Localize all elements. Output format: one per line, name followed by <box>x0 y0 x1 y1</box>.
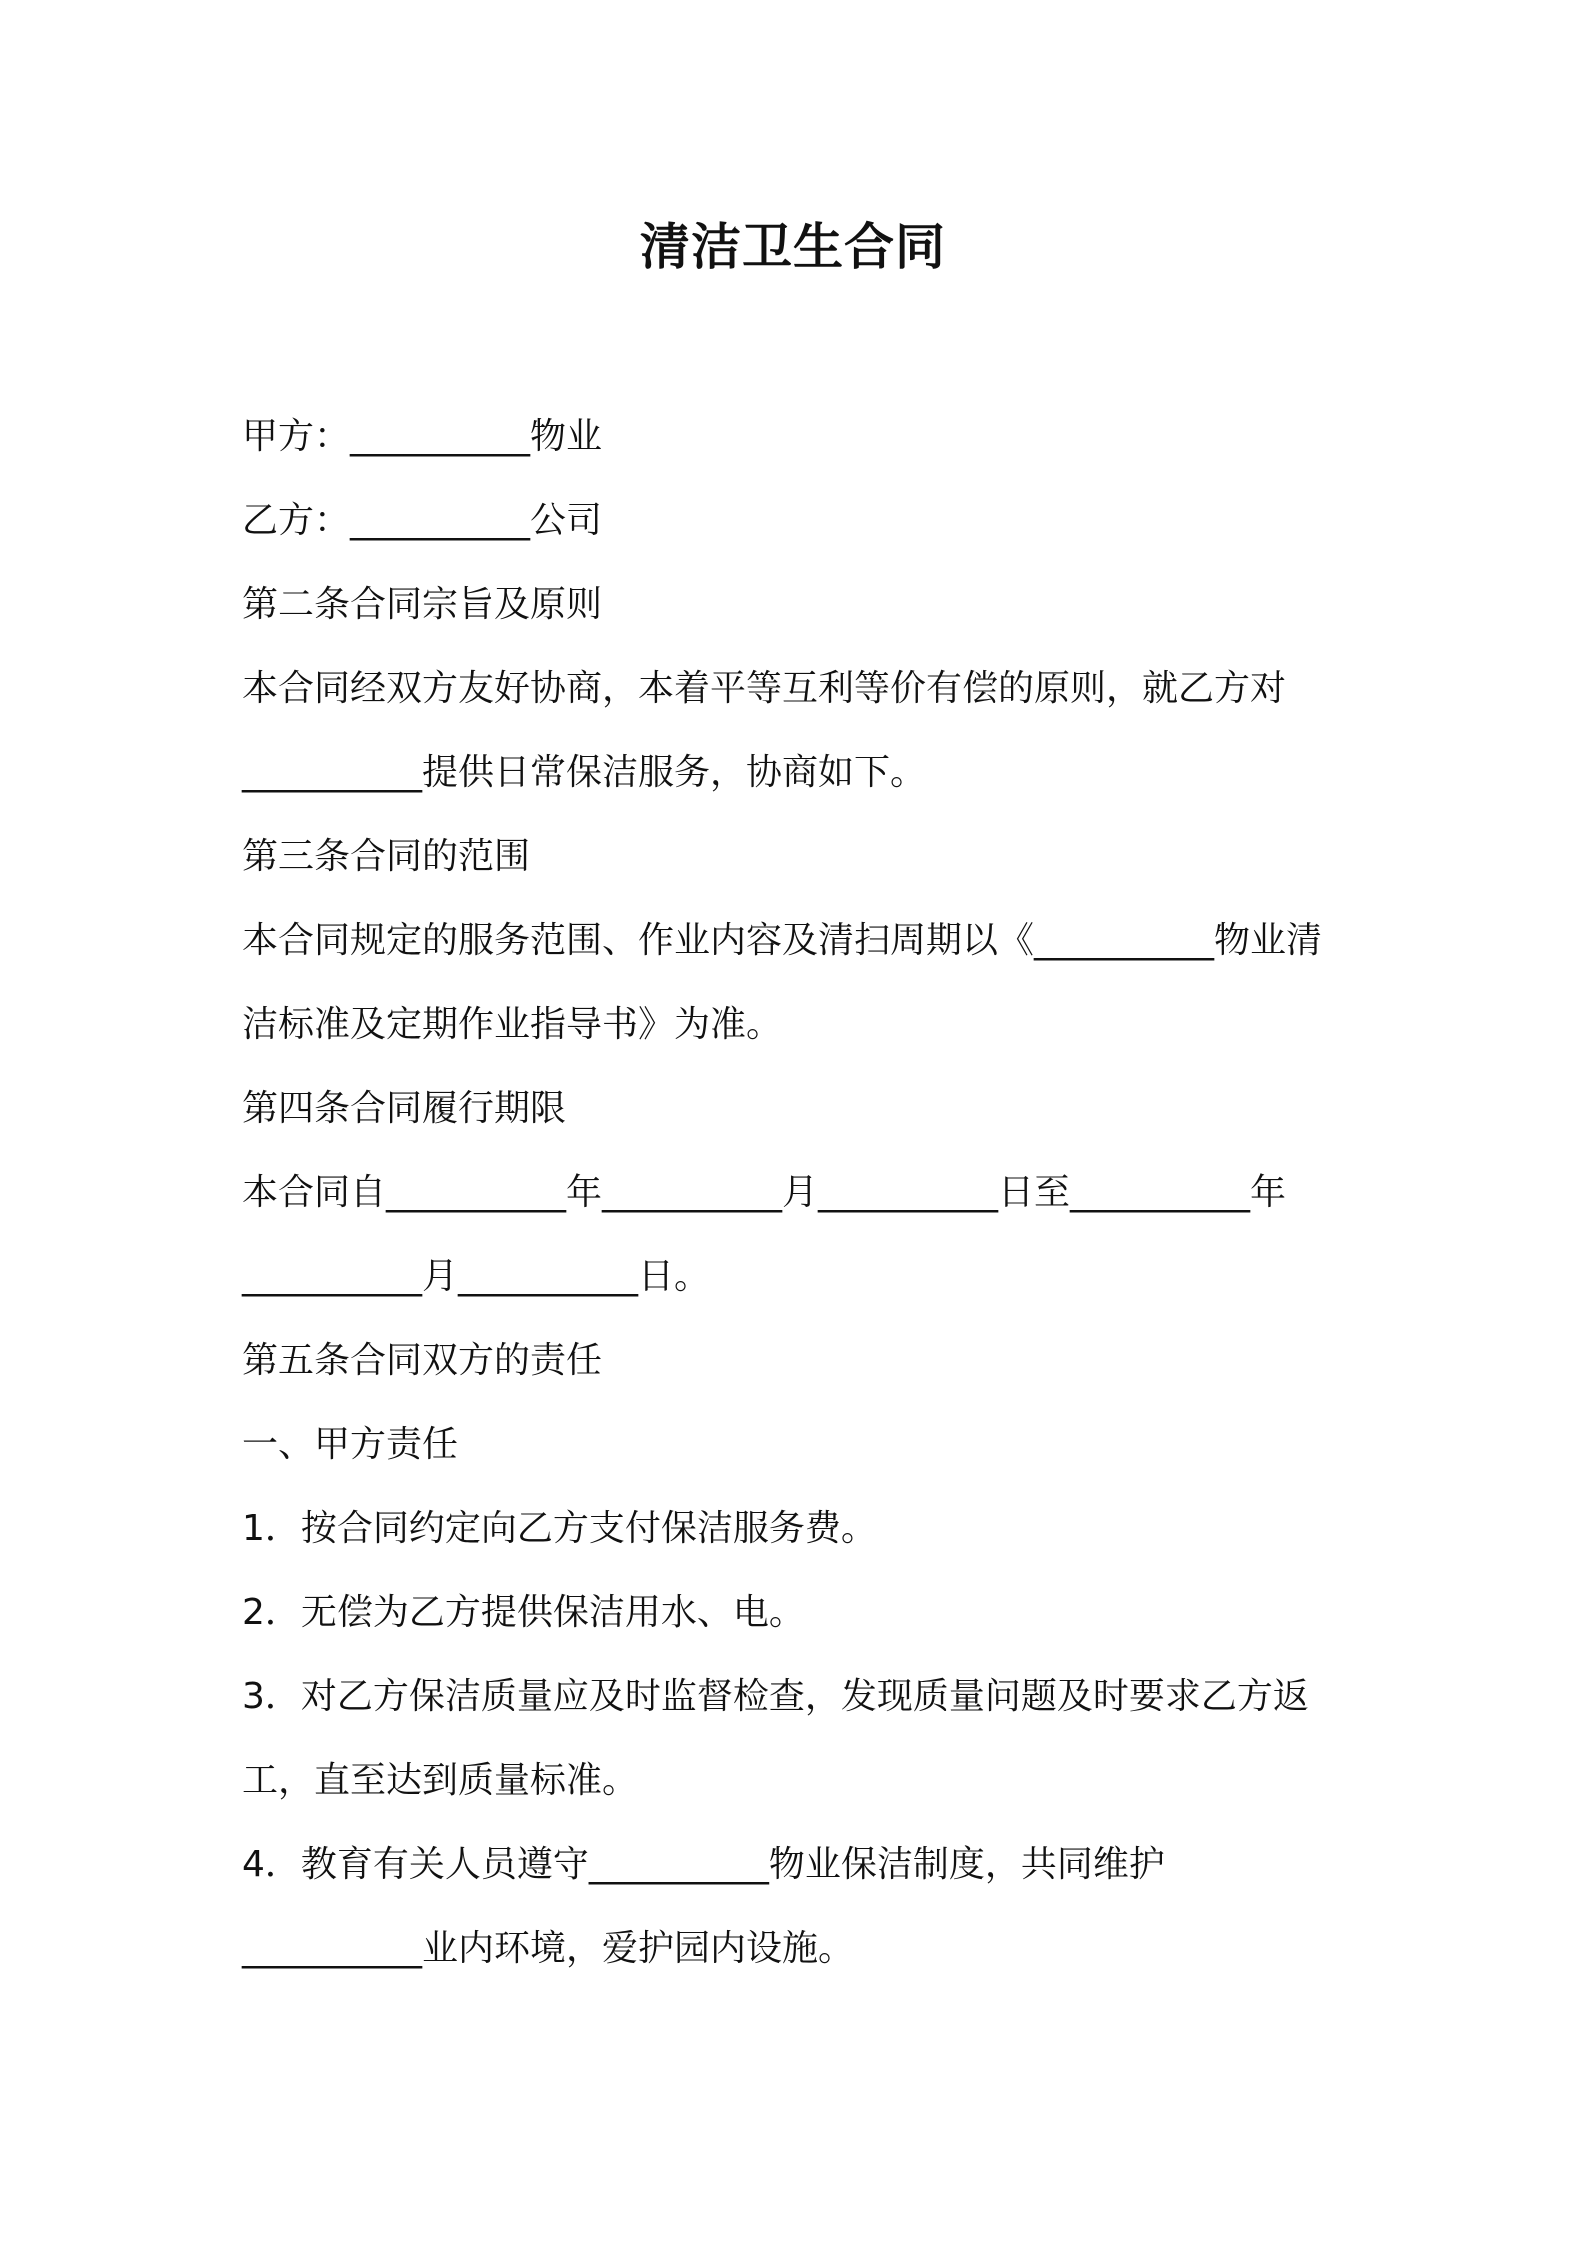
article-3-text-line-1: 本合同规定的服务范围、作业内容及清扫周期以《__________物业清 <box>242 920 1323 961</box>
article-2-heading: 第二条合同宗旨及原则 <box>242 584 603 625</box>
duty-item-2: 2．无偿为乙方提供保洁用水、电。 <box>242 1592 805 1633</box>
article-2-text-line-1: 本合同经双方友好协商，本着平等互利等价有偿的原则，就乙方对 <box>242 668 1287 709</box>
article-4-text-line-1: 本合同自__________年__________月__________日至__________年 <box>242 1172 1287 1213</box>
duty-item-1: 1．按合同约定向乙方支付保洁服务费。 <box>242 1508 877 1549</box>
document-title: 清洁卫生合同 <box>640 218 946 276</box>
duty-item-4-line-1: 4．教育有关人员遵守__________物业保洁制度，共同维护 <box>242 1844 1165 1885</box>
party-b-line: 乙方：__________公司 <box>242 500 603 541</box>
duty-item-3-line-2: 工，直至达到质量标准。 <box>242 1760 639 1801</box>
article-4-heading: 第四条合同履行期限 <box>242 1088 567 1129</box>
article-3-text-line-2: 洁标准及定期作业指导书》为准。 <box>242 1004 783 1045</box>
party-a-line: 甲方：__________物业 <box>242 416 603 457</box>
article-2-text-line-2: __________提供日常保洁服务，协商如下。 <box>242 752 927 793</box>
duty-item-4-line-2: __________业内环境，爱护园内设施。 <box>242 1928 855 1969</box>
duty-item-3-line-1: 3．对乙方保洁质量应及时监督检查，发现质量问题及时要求乙方返 <box>242 1676 1309 1717</box>
article-4-text-line-2: __________月__________日。 <box>242 1256 711 1297</box>
article-3-heading: 第三条合同的范围 <box>242 836 531 877</box>
party-a-duties-heading: 一、甲方责任 <box>242 1424 459 1465</box>
article-5-heading: 第五条合同双方的责任 <box>242 1340 603 1381</box>
